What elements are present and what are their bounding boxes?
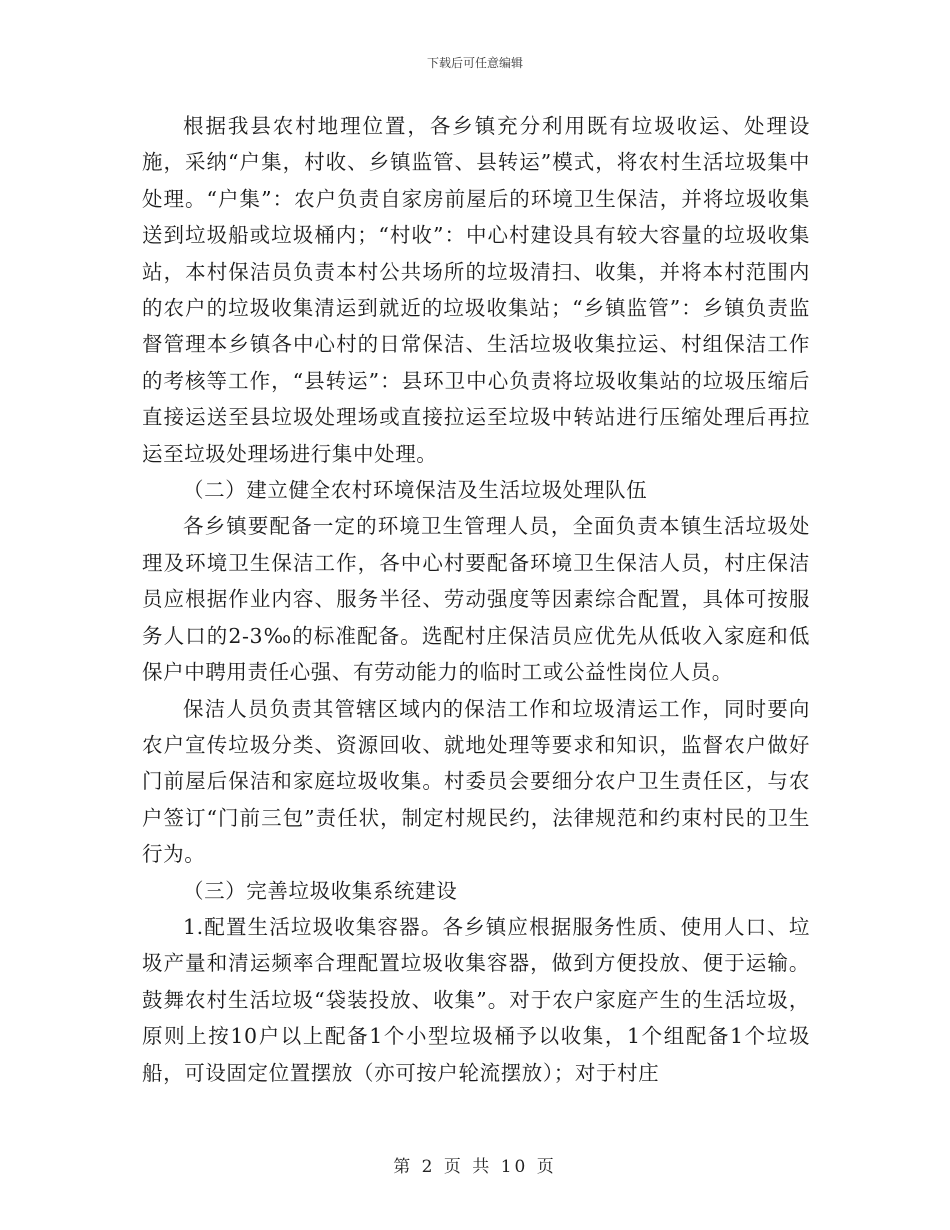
page-number: 第 2 页 共 10 页 bbox=[393, 1157, 557, 1177]
paragraph-cleaner-duties: 保洁人员负责其管辖区域内的保洁工作和垃圾清运工作，同时要向农户宣传垃圾分类、资源回收、就地处理等要求和知识，监督农户做好门前屋后保洁和家庭垃圾收集。村委员会要细分农户卫生责任区，与农户签订“门前三包”责任状，制定村规民约，法律规范和约束村民的卫生行为。 bbox=[142, 696, 810, 867]
paragraph-collection-model: 根据我县农村地理位置，各乡镇充分利用既有垃圾收运、处理设施，采纳“户集，村收、乡镇监管、县转运”模式，将农村生活垃圾集中处理。“户集”：农户负责自家房前屋后的环境卫生保洁，并将垃圾收集送到垃圾船或垃圾桶内；“村收”：中心村建设具有较大容量的垃圾收集站，本村保洁员负责本村公共场所的垃圾清扫、收集，并将本村范围内的农户的垃圾收集清运到就近的垃圾收集站；“乡镇监管”：乡镇负责监督管理本乡镇各中心村的日常保洁、生活垃圾收集拉运、村组保洁工作的考核等工作，“县转运”：县环卫中心负责将垃圾收集站的垃圾压缩后直接运送至县垃圾处理场或直接拉运至垃圾中转站进行压缩处理后再拉运至垃圾处理场进行集中处理。 bbox=[142, 114, 810, 466]
paragraph-staffing: 各乡镇要配备一定的环境卫生管理人员，全面负责本镇生活垃圾处理及环境卫生保洁工作，各中心村要配备环境卫生保洁人员，村庄保洁员应根据作业内容、服务半径、劳动强度等因素综合配置，具体可按服务人口的2-3‰的标准配备。选配村庄保洁员应优先从低收入家庭和低保户中聘用责任心强、有劳动能力的临时工或公益性岗位人员。 bbox=[142, 514, 810, 685]
paragraph-containers: 1.配置生活垃圾收集容器。各乡镇应根据服务性质、使用人口、垃圾产量和清运频率合理配置垃圾收集容器，做到方便投放、便于运输。鼓舞农村生活垃圾“袋装投放、收集”。对于农户家庭产生的生活垃圾，原则上按10户以上配备1个小型垃圾桶予以收集，1个组配备1个垃圾船，可设固定位置摆放（亦可按户轮流摆放）；对于村庄 bbox=[142, 914, 810, 1085]
page-header-note: 下载后可任意编辑 bbox=[426, 56, 523, 70]
section-heading-2: （二）建立健全农村环境保洁及生活垃圾处理队伍 bbox=[183, 478, 648, 503]
section-heading-3: （三）完善垃圾收集系统建设 bbox=[183, 878, 458, 903]
document-body bbox=[142, 108, 810, 1091]
